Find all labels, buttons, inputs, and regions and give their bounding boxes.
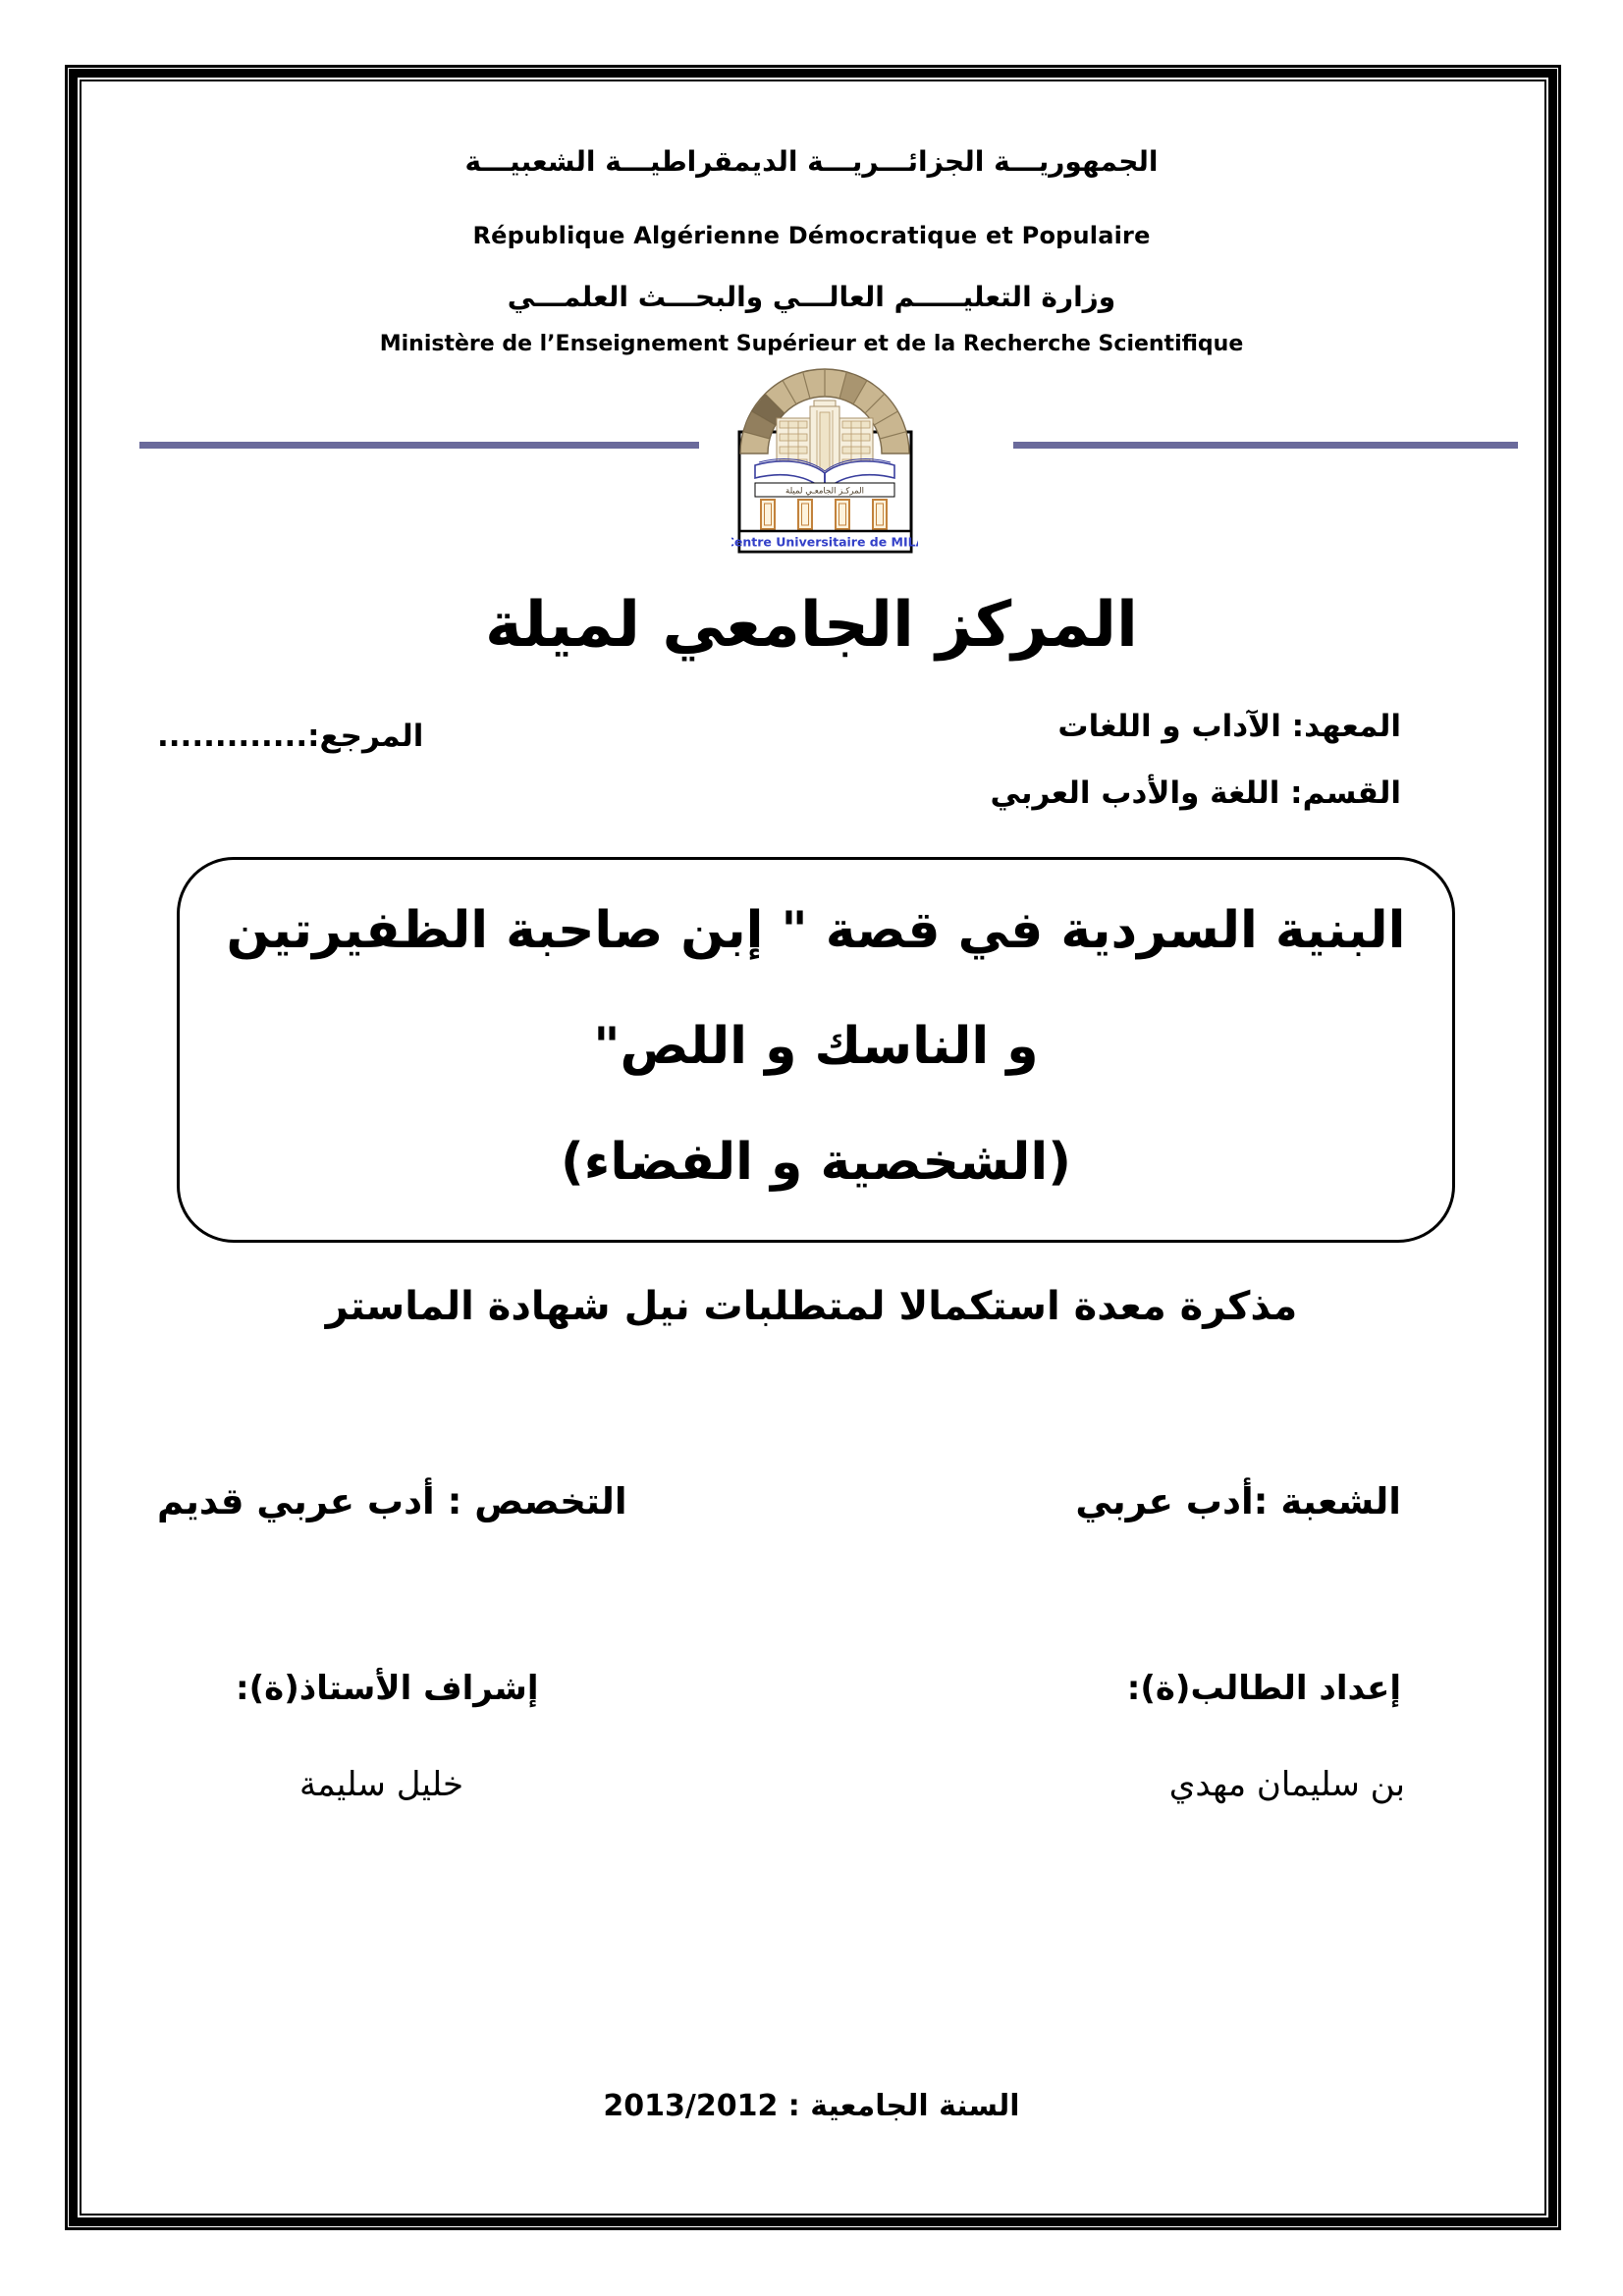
department-line: القسم: اللغة والأدب العربي [990,775,1401,811]
supervisor-label: إشراف الأستاذ(ة): [236,1669,539,1708]
logo-banner-text: المركـز الجامعـي لميلة [785,486,864,497]
memoir-note: مذكرة معدة استكمالا لمتطلبات نيل شهادة الماستر [325,1284,1298,1329]
thesis-title-line2: و الناسك و اللص" [593,1016,1039,1076]
republic-title-arabic: الجمهوريـــة الجزائـــريـــة الديمقراطيـــة الشعبيـــة [464,145,1159,178]
logo-caption-strip [731,531,918,552]
republic-title-french: République Algérienne Démocratique et Populaire [472,222,1151,249]
reference-line: المرجع:............. [157,719,424,754]
ministry-title-arabic: وزارة التعليـــــم العالـــي والبحـــث العلمـــي [507,281,1116,313]
university-logo [731,363,918,560]
institute-line: المعهد: الآداب و اللغات [1057,709,1401,744]
thesis-title-line1: البنية السردية في قصة " إبن صاحبة الظفيرتين [226,900,1406,960]
divider-rule-right [1013,442,1518,449]
university-name: المركز الجامعي لميلة [485,589,1138,662]
divider-rule-left [139,442,699,449]
branch-field: الشعبة :أدب عربي [1075,1480,1401,1522]
supervisor-name: خليل سليمة [299,1765,463,1804]
thesis-title-line3: (الشخصية و الفضاء) [561,1132,1071,1192]
specialty-field: التخصص : أدب عربي قديم [157,1480,627,1522]
academic-year: السنة الجامعية : 2013/2012 [603,2089,1020,2123]
ministry-title-french: Ministère de l’Enseignement Supérieur et de la Recherche Scientifique [379,332,1244,356]
logo-caption-text: Centre Universitaire de MILA [731,534,918,550]
student-label: إعداد الطالب(ة): [1126,1669,1401,1708]
logo-banner [755,483,894,497]
thesis-title-box [177,857,1455,1243]
student-name: بن سليمان مهدي [1168,1765,1405,1804]
